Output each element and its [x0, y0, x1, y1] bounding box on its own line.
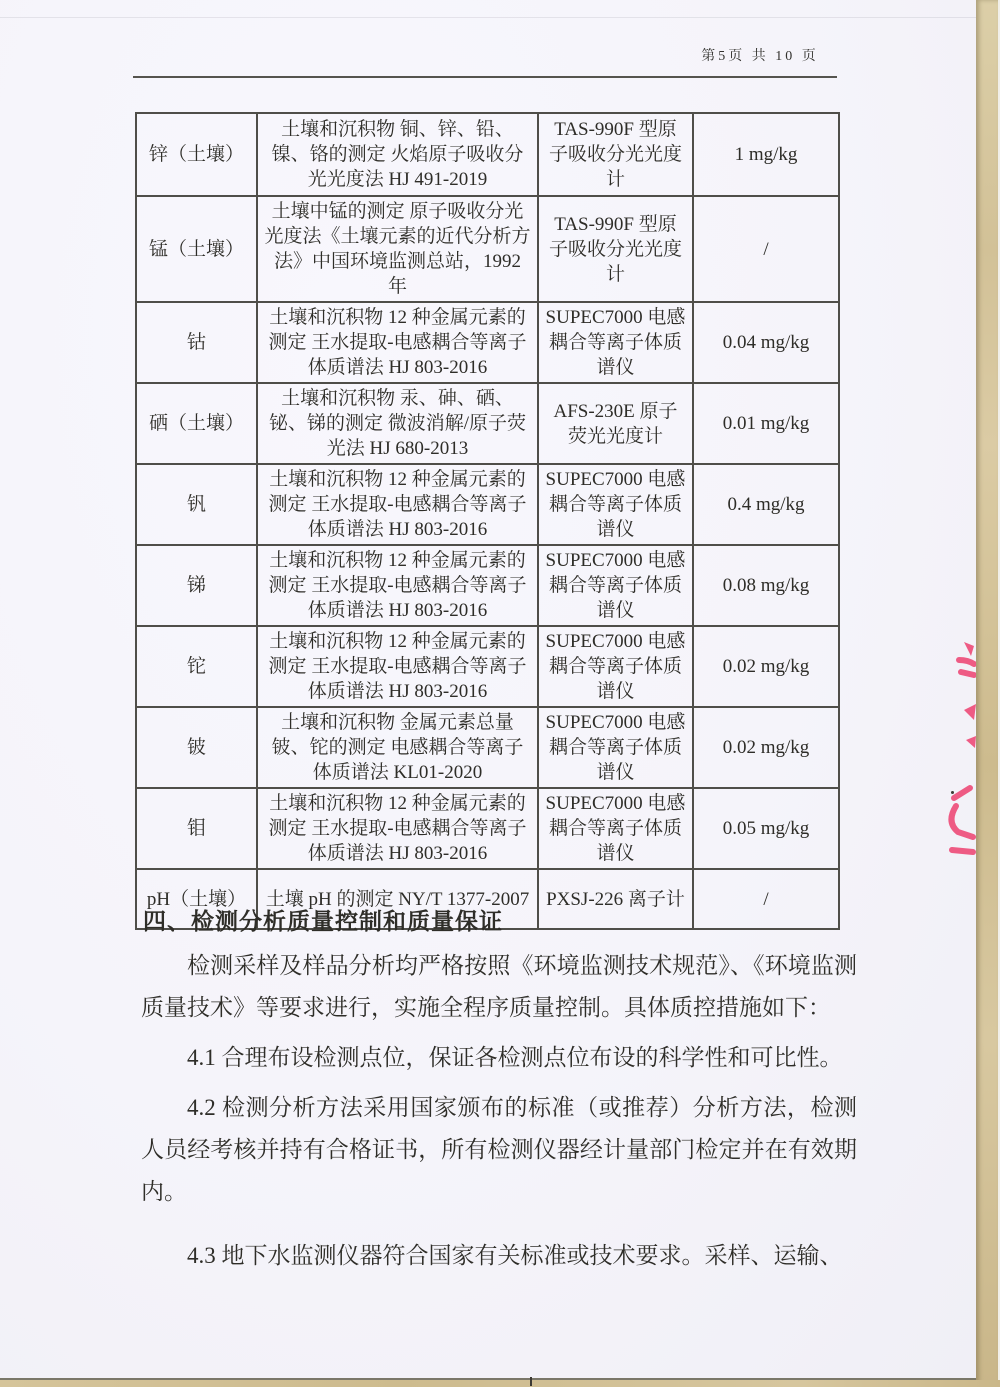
- table-row: [136, 707, 839, 788]
- limit-cell: /: [693, 196, 839, 302]
- param-cell: pH（土壤）: [136, 869, 257, 929]
- instrument-cell: SUPEC7000 电感耦合等离子体质谱仪: [538, 545, 693, 626]
- param-cell: 锑: [136, 545, 257, 626]
- method-cell: 土壤和沉积物 铜、锌、铅、镍、铬的测定 火焰原子吸收分光光度法 HJ 491-2019: [257, 113, 538, 196]
- method-cell: 土壤和沉积物 12 种金属元素的测定 王水提取-电感耦合等离子体质谱法 HJ 803-2016: [257, 626, 538, 707]
- table-row: [136, 788, 839, 869]
- paragraph-4-1: 4.1 合理布设检测点位，保证各检测点位布设的科学性和可比性。: [187, 1045, 843, 1070]
- instrument-cell: SUPEC7000 电感耦合等离子体质谱仪: [538, 464, 693, 545]
- limit-cell: 0.4 mg/kg: [693, 464, 839, 545]
- method-cell: 土壤中锰的测定 原子吸收分光光度法《土壤元素的近代分析方法》中国环境监测总站，1992 年: [257, 196, 538, 302]
- table-row: [136, 464, 839, 545]
- header-divider: [133, 76, 837, 78]
- param-cell: 铊: [136, 626, 257, 707]
- param-cell: 锌（土壤）: [136, 113, 257, 196]
- method-table: [135, 112, 840, 930]
- instrument-cell: SUPEC7000 电感耦合等离子体质谱仪: [538, 302, 693, 383]
- instrument-cell: SUPEC7000 电感耦合等离子体质谱仪: [538, 788, 693, 869]
- table-row: [136, 302, 839, 383]
- limit-cell: 0.01 mg/kg: [693, 383, 839, 464]
- limit-cell: 0.02 mg/kg: [693, 626, 839, 707]
- method-cell: 土壤和沉积物 金属元素总量铍、铊的测定 电感耦合等离子体质谱法 KL01-2020: [257, 707, 538, 788]
- paragraph-4-3: 4.3 地下水监测仪器符合国家有关标准或技术要求。采样、运输、: [187, 1243, 843, 1268]
- method-cell: 土壤和沉积物 12 种金属元素的测定 王水提取-电感耦合等离子体质谱法 HJ 803-2016: [257, 302, 538, 383]
- instrument-cell: AFS-230E 原子荧光光度计: [538, 383, 693, 464]
- method-cell: 土壤和沉积物 12 种金属元素的测定 王水提取-电感耦合等离子体质谱法 HJ 803-2016: [257, 464, 538, 545]
- param-cell: 钼: [136, 788, 257, 869]
- instrument-cell: PXSJ-226 离子计: [538, 869, 693, 929]
- param-cell: 铍: [136, 707, 257, 788]
- instrument-cell: SUPEC7000 电感耦合等离子体质谱仪: [538, 626, 693, 707]
- table-row: [136, 113, 839, 196]
- method-cell: 土壤 pH 的测定 NY/T 1377-2007: [257, 869, 538, 929]
- limit-cell: /: [693, 869, 839, 929]
- paragraph-intro: 检测采样及样品分析均严格按照《环境监测技术规范》、《环境监测质量技术》等要求进行，实施全程序质量控制。具体质控措施如下：: [141, 953, 857, 1020]
- qa-section: [141, 907, 857, 1277]
- limit-cell: 0.08 mg/kg: [693, 545, 839, 626]
- paragraph-4-2: 4.2 检测分析方法采用国家颁布的标准（或推荐）分析方法，检测人员经考核并持有合格证书，所有检测仪器经计量部门检定并在有效期内。: [141, 1095, 857, 1204]
- param-cell: 钒: [136, 464, 257, 545]
- page-number: 第5页 共 10 页: [701, 49, 819, 64]
- stamp-fragment-icon: [934, 628, 976, 868]
- method-cell: 土壤和沉积物 12 种金属元素的测定 王水提取-电感耦合等离子体质谱法 HJ 803-2016: [257, 788, 538, 869]
- section-heading: 四、检测分析质量控制和质量保证: [143, 909, 503, 934]
- scanner-backdrop-bottom: [0, 1380, 1000, 1387]
- scan-speck: [530, 1377, 532, 1386]
- table-row: [136, 545, 839, 626]
- param-cell: 锰（土壤）: [136, 196, 257, 302]
- table-row: [136, 626, 839, 707]
- limit-cell: 0.02 mg/kg: [693, 707, 839, 788]
- instrument-cell: TAS-990F 型原子吸收分光光度计: [538, 196, 693, 302]
- table-row: [136, 383, 839, 464]
- param-cell: 硒（土壤）: [136, 383, 257, 464]
- limit-cell: 0.04 mg/kg: [693, 302, 839, 383]
- method-cell: 土壤和沉积物 汞、砷、硒、铋、锑的测定 微波消解/原子荧光法 HJ 680-2013: [257, 383, 538, 464]
- limit-cell: 0.05 mg/kg: [693, 788, 839, 869]
- limit-cell: 1 mg/kg: [693, 113, 839, 196]
- param-cell: 钴: [136, 302, 257, 383]
- scanner-backdrop-right: [976, 0, 998, 1387]
- instrument-cell: SUPEC7000 电感耦合等离子体质谱仪: [538, 707, 693, 788]
- table-row: [136, 196, 839, 302]
- method-cell: 土壤和沉积物 12 种金属元素的测定 王水提取-电感耦合等离子体质谱法 HJ 803-2016: [257, 545, 538, 626]
- scan-speck: [951, 791, 954, 794]
- scan-top-crease: [0, 17, 976, 18]
- instrument-cell: TAS-990F 型原子吸收分光光度计: [538, 113, 693, 196]
